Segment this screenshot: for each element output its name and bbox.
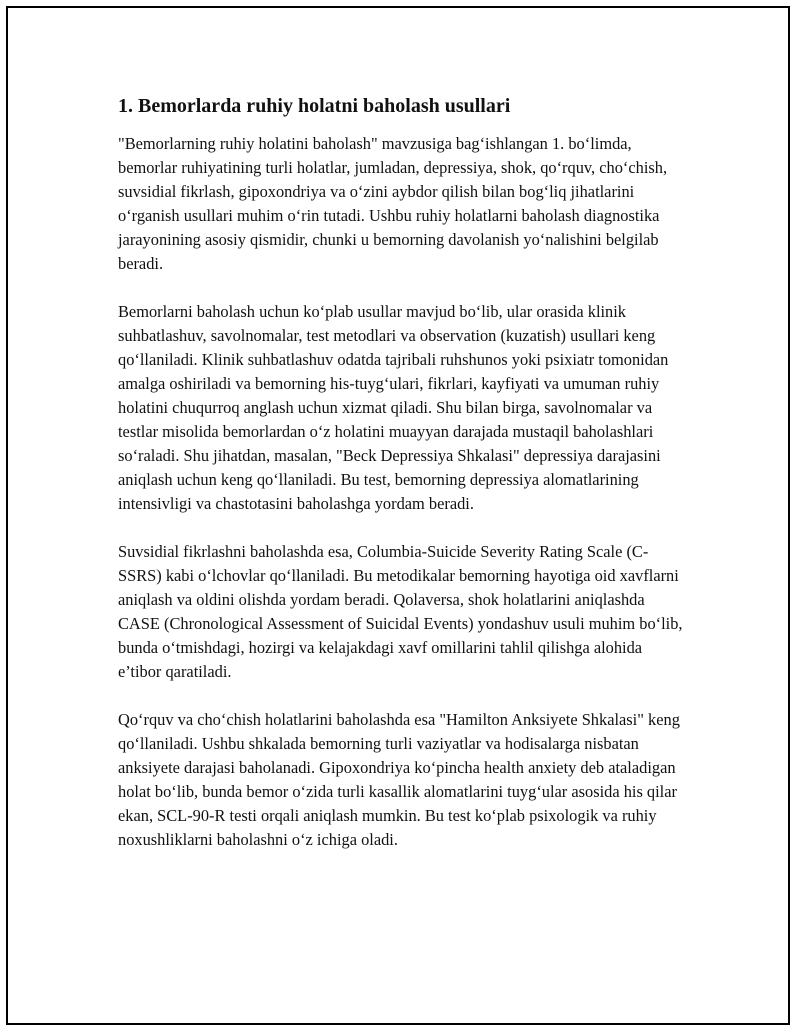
paragraph-1: "Bemorlarning ruhiy holatini baholash" mavzusiga bag‘ishlangan 1. bo‘limda, bemorlar ruhiyatining turli holatlar, jumladan, depressiya, shok, qo‘rquv, cho‘chish, suvsidial fikrlash, gipoxondriya va o‘zini aybdor qilish bilan bog‘liq jihatlarini o‘rganish usullari muhim o‘rin tutadi. Ushbu ruhiy holatlarni baholash diagnostika jarayonining asosiy qismidir, chunki u bemorning davolanish yo‘nalishini belgilab beradi. (118, 134, 668, 273)
paragraph-4: Qo‘rquv va cho‘chish holatlarini baholashda esa "Hamilton Anksiyete Shkalasi" keng qo‘llaniladi. Ushbu shkalada bemorning turli vaziyatlar va hodisalarga nisbatan anksiyete darajasi baholanadi. Gipoxondriya ko‘pincha health anxiety deb ataladigan holat bo‘lib, bunda bemor o‘zida turli kasallik alomatlarini tuyg‘ular asosida his qilar ekan, SCL-90-R testi orqali aniqlash mumkin. Bu test ko‘plab psixologik va ruhiy noxushliklarni baholashni o‘z ichiga oladi. (118, 710, 680, 849)
paragraph-2: Bemorlarni baholash uchun ko‘plab usullar mavjud bo‘lib, ular orasida klinik suhbatlashuv, savolnomalar, test metodlari va observation (kuzatish) usullari keng qo‘llaniladi. Klinik suhbatlashuv odatda tajribali ruhshunos yoki psixiatr tomonidan amalga oshiriladi va bemorning his-tuyg‘ulari, fikrlari, kayfiyati va umuman ruhiy holatini chuqurroq anglash uchun xizmat qiladi. Shu bilan birga, savolnomalar va testlar misolida bemorlardan o‘z holatini muayyan darajada mustaqil baholashlari so‘raladi. Shu jihatdan, masalan, "Beck Depressiya Shkalasi" depressiya darajasini aniqlash uchun keng qo‘llaniladi. Bu test, bemorning depressiya alomatlarining intensivligi va chastotasini baholashga yordam beradi. (118, 302, 669, 513)
section-heading: 1. Bemorlarda ruhiy holatni baholash usullari (118, 95, 511, 117)
document-body (118, 92, 688, 876)
paragraph-3: Suvsidial fikrlashni baholashda esa, Columbia-Suicide Severity Rating Scale (C-SSRS) kabi o‘lchovlar qo‘llaniladi. Bu metodikalar bemorning hayotiga oid xavflarni aniqlash va oldini olishda yordam beradi. Qolaversa, shok holatlarini aniqlashda CASE (Chronological Assessment of Suicidal Events) yondashuv usuli muhim bo‘lib, bunda o‘tmishdagi, hozirgi va kelajakdagi xavf omillarini tahlil qilishga alohida e’tibor qaratiladi. (118, 542, 683, 681)
